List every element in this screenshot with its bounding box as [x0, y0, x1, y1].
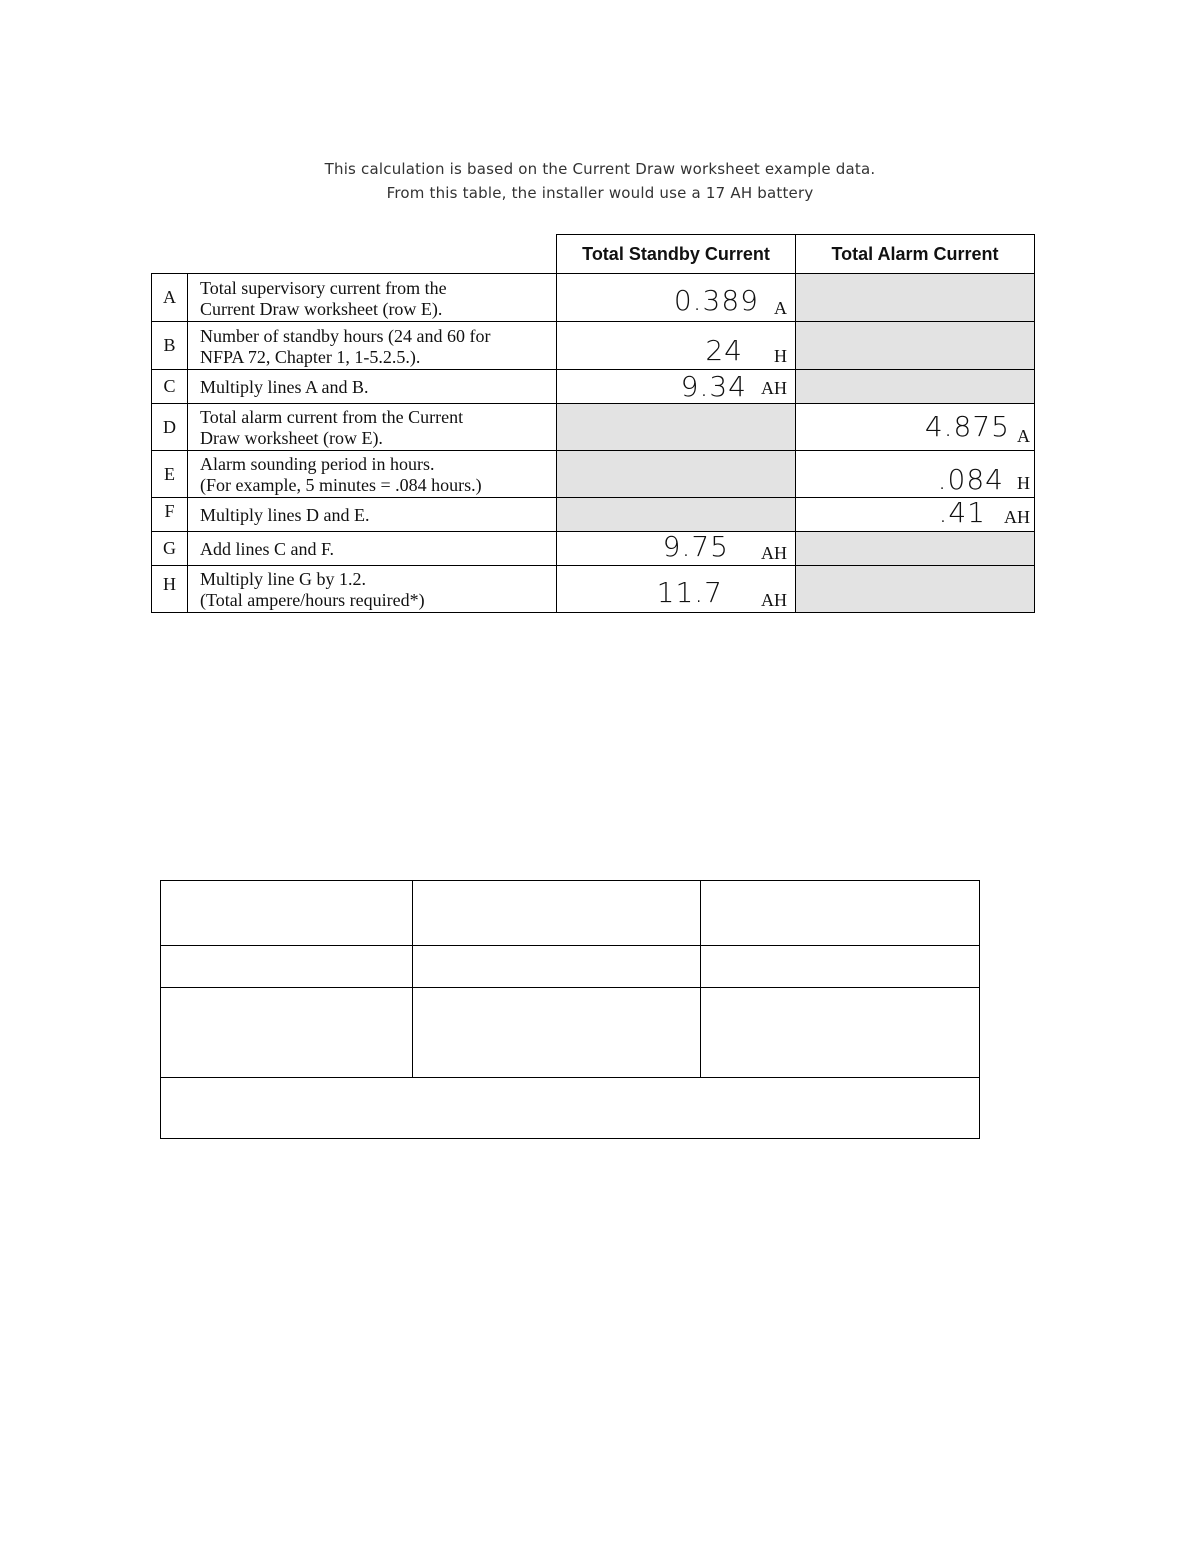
row-description: Multiply line G by 1.2. (Total ampere/hours required*) — [187, 565, 557, 613]
battery-calculation-table — [151, 234, 1035, 613]
calculation-note-line-2: From this table, the installer would use a 17 AH battery — [386, 184, 814, 202]
row-letter: H — [151, 565, 188, 613]
standby-value-cell — [556, 321, 796, 370]
row-letter: G — [151, 531, 188, 566]
row-letter: E — [151, 450, 188, 498]
blank-cell — [700, 880, 980, 946]
blank-cell — [700, 945, 980, 988]
row-letter: A — [151, 273, 188, 322]
row-description: Multiply lines D and E. — [187, 497, 557, 532]
row-description: Number of standby hours (24 and 60 for NFPA 72, Chapter 1, 1-5.2.5.). — [187, 321, 557, 370]
row-letter: D — [151, 403, 188, 451]
standby-value-cell — [556, 369, 796, 404]
row-value: 9.34 — [680, 370, 747, 403]
row-description: Multiply lines A and B. — [187, 369, 557, 404]
standby-value-cell — [556, 565, 796, 613]
alarm-shaded-cell — [795, 369, 1035, 404]
row-description: Total alarm current from the Current Draw worksheet (row E). — [187, 403, 557, 451]
row-value: .084 — [937, 463, 1004, 496]
row-description: Alarm sounding period in hours. (For example, 5 minutes = .084 hours.) — [187, 450, 557, 498]
standby-shaded-cell — [556, 497, 796, 532]
blank-cell — [700, 987, 980, 1078]
standby-value-cell — [556, 273, 796, 322]
blank-cell — [412, 945, 701, 988]
blank-cell — [160, 945, 413, 988]
row-letter: B — [151, 321, 188, 370]
blank-table-grid — [160, 880, 980, 1139]
blank-cell — [412, 880, 701, 946]
row-value: .41 — [938, 496, 986, 529]
blank-cell — [412, 987, 701, 1078]
alarm-shaded-cell — [795, 531, 1035, 566]
row-value: 11.7 — [656, 576, 723, 609]
row-unit: A — [1017, 426, 1030, 446]
header-total-standby-current: Total Standby Current — [556, 234, 796, 274]
row-value: 4.875 — [924, 410, 1010, 443]
row-description: Total supervisory current from the Current Draw worksheet (row E). — [187, 273, 557, 322]
blank-cell — [160, 987, 413, 1078]
header-total-alarm-current: Total Alarm Current — [795, 234, 1035, 274]
row-value: 24 — [705, 334, 743, 367]
row-description: Add lines C and F. — [187, 531, 557, 566]
row-letter: F — [151, 497, 188, 532]
row-unit: AH — [761, 590, 787, 610]
row-unit: AH — [761, 543, 787, 563]
row-unit: H — [774, 346, 787, 366]
standby-value-cell — [556, 531, 796, 566]
row-unit: A — [774, 298, 787, 318]
standby-shaded-cell — [556, 450, 796, 498]
blank-cell — [160, 1077, 980, 1139]
row-letter: C — [151, 369, 188, 404]
calculation-note-line-1: This calculation is based on the Current Draw worksheet example data. — [324, 160, 876, 178]
standby-shaded-cell — [556, 403, 796, 451]
row-value: 9.75 — [662, 530, 729, 563]
alarm-shaded-cell — [795, 565, 1035, 613]
alarm-value-cell — [795, 450, 1035, 498]
alarm-value-cell — [795, 403, 1035, 451]
row-unit: AH — [761, 378, 787, 398]
row-unit: AH — [1004, 507, 1030, 527]
alarm-value-cell — [795, 497, 1035, 532]
alarm-shaded-cell — [795, 273, 1035, 322]
row-unit: H — [1017, 473, 1030, 493]
row-value: 0.389 — [673, 284, 759, 317]
blank-cell — [160, 880, 413, 946]
alarm-shaded-cell — [795, 321, 1035, 370]
